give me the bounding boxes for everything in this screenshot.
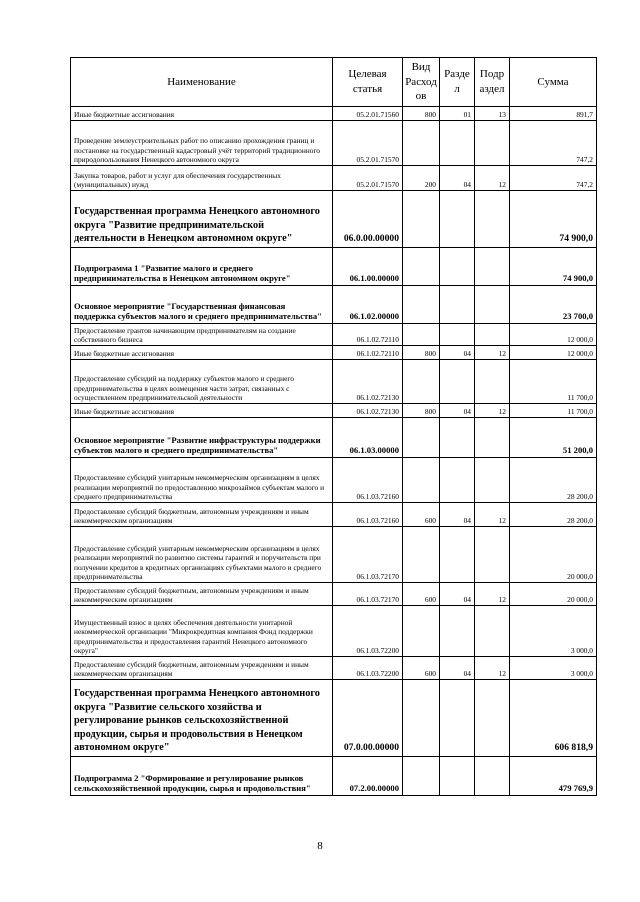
table-row (71, 286, 597, 324)
table-row (71, 360, 597, 404)
row-target-code: 06.1.02.72110 (333, 324, 403, 346)
row-sum: 11 700,0 (510, 404, 597, 418)
table-row (71, 606, 597, 657)
row-target-code: 06.1.03.72170 (333, 583, 403, 606)
row-subsection (475, 606, 510, 657)
header-target: Целевая статья (333, 58, 403, 107)
row-name: Иные бюджетные ассигнования (71, 107, 333, 121)
row-section: 01 (440, 107, 475, 121)
page-number: 8 (317, 840, 323, 852)
table-row (71, 418, 597, 458)
row-expense-kind: 800 (403, 107, 440, 121)
row-subsection (475, 458, 510, 503)
row-name: Имущественный взнос в целях обеспечения деятельности унитарной некоммерческой организации "Микрокредитная компания Фонд поддержки предпринимательства и предоставления гарантий Ненецкого автономного округа" (71, 606, 333, 657)
row-sum: 28 200,0 (510, 458, 597, 503)
row-subsection: 12 (475, 657, 510, 680)
table-row (71, 757, 597, 796)
header-subsection: Подр аздел (475, 58, 510, 107)
row-target-code: 05.2.01.71560 (333, 107, 403, 121)
row-sum: 12 000,0 (510, 324, 597, 346)
table-row (71, 248, 597, 286)
row-name: Подпрограмма 2 "Формирование и регулирование рынков сельскохозяйственной продукции, сырья и продовольствия" (71, 757, 333, 796)
row-section: 04 (440, 404, 475, 418)
row-section: 04 (440, 503, 475, 527)
row-sum: 74 900,0 (510, 191, 597, 248)
header-name: Наименование (71, 58, 333, 107)
row-subsection (475, 324, 510, 346)
row-sum: 891,7 (510, 107, 597, 121)
row-section (440, 606, 475, 657)
row-target-code: 06.1.03.00000 (333, 418, 403, 458)
table-row (71, 166, 597, 191)
row-sum: 74 900,0 (510, 248, 597, 286)
row-section (440, 418, 475, 458)
row-name: Закупка товаров, работ и услуг для обеспечения государственных (муниципальных) нужд (71, 166, 333, 191)
row-target-code: 07.0.00.00000 (333, 680, 403, 757)
row-section (440, 680, 475, 757)
row-name: Иные бюджетные ассигнования (71, 346, 333, 360)
row-target-code: 07.2.00.00000 (333, 757, 403, 796)
row-sum: 20 000,0 (510, 527, 597, 583)
row-subsection (475, 286, 510, 324)
row-sum: 3 000,0 (510, 657, 597, 680)
row-expense-kind (403, 324, 440, 346)
row-expense-kind (403, 527, 440, 583)
row-target-code: 06.1.03.72160 (333, 458, 403, 503)
row-target-code: 06.1.03.72170 (333, 527, 403, 583)
row-expense-kind (403, 606, 440, 657)
row-name: Основное мероприятие "Государственная финансовая поддержка субъектов малого и среднего предпринимательства" (71, 286, 333, 324)
row-target-code: 06.0.00.00000 (333, 191, 403, 248)
row-section (440, 527, 475, 583)
row-subsection (475, 248, 510, 286)
table-row (71, 346, 597, 360)
row-name: Предоставление субсидий унитарным некоммерческим организациям в целях реализации мероприятий по развитию системы гарантий и поручительств при получении кредитов в кредитных организациях субъектами малого и среднего предпринимательства (71, 527, 333, 583)
row-subsection: 13 (475, 107, 510, 121)
row-expense-kind (403, 458, 440, 503)
row-subsection (475, 121, 510, 166)
row-expense-kind (403, 191, 440, 248)
row-expense-kind (403, 248, 440, 286)
row-expense-kind: 600 (403, 583, 440, 606)
table-row (71, 527, 597, 583)
row-subsection: 12 (475, 404, 510, 418)
table-row (71, 191, 597, 248)
row-expense-kind (403, 418, 440, 458)
row-name: Государственная программа Ненецкого автономного округа "Развитие сельского хозяйства и регулирование рынков сельскохозяйственной продукции, сырья и продовольствия в Ненецком автономном округе" (71, 680, 333, 757)
budget-table (70, 57, 597, 796)
row-sum: 3 000,0 (510, 606, 597, 657)
row-target-code: 06.1.02.72130 (333, 404, 403, 418)
table-row (71, 458, 597, 503)
row-sum: 747,2 (510, 121, 597, 166)
table-row (71, 503, 597, 527)
row-expense-kind: 200 (403, 166, 440, 191)
row-expense-kind (403, 121, 440, 166)
row-name: Предоставление субсидий унитарным некоммерческим организациям в целях реализации мероприятий по предоставлению микрозаймов субъектам малого и среднего предпринимательства (71, 458, 333, 503)
row-name: Проведение землеустроительных работ по описанию прохождения границ и постановке на государственный кадастровый учёт территорий традиционного природопользования Ненецкого автономного округа (71, 121, 333, 166)
row-sum: 20 000,0 (510, 583, 597, 606)
row-name: Предоставление субсидий бюджетным, автономным учреждениям и иным некоммерческим организациям (71, 583, 333, 606)
row-target-code: 06.1.00.00000 (333, 248, 403, 286)
row-section (440, 248, 475, 286)
row-sum: 12 000,0 (510, 346, 597, 360)
row-target-code: 05.2.01.71570 (333, 166, 403, 191)
row-expense-kind: 600 (403, 657, 440, 680)
row-subsection (475, 360, 510, 404)
row-expense-kind: 800 (403, 346, 440, 360)
row-subsection: 12 (475, 503, 510, 527)
row-section: 04 (440, 346, 475, 360)
row-subsection (475, 418, 510, 458)
row-subsection (475, 680, 510, 757)
row-target-code: 05.2.01.71570 (333, 121, 403, 166)
table-row (71, 583, 597, 606)
table-row (71, 680, 597, 757)
row-expense-kind (403, 360, 440, 404)
header-section: Разде л (440, 58, 475, 107)
row-section: 04 (440, 166, 475, 191)
row-subsection (475, 757, 510, 796)
row-section (440, 121, 475, 166)
row-target-code: 06.1.02.72110 (333, 346, 403, 360)
row-name: Основное мероприятие "Развитие инфраструктуры поддержки субъектов малого и среднего предпринимательства" (71, 418, 333, 458)
row-target-code: 06.1.02.00000 (333, 286, 403, 324)
row-name: Предоставление субсидий бюджетным, автономным учреждениям и иным некоммерческим организациям (71, 503, 333, 527)
row-name: Предоставление субсидий бюджетным, автономным учреждениям и иным некоммерческим организациям (71, 657, 333, 680)
row-sum: 606 818,9 (510, 680, 597, 757)
row-name: Подпрограмма 1 "Развитие малого и среднего предпринимательства в Ненецком автономном округе" (71, 248, 333, 286)
row-name: Предоставление грантов начинающим предпринимателям на создание собственного бизнеса (71, 324, 333, 346)
row-name: Предоставление субсидий на поддержку субъектов малого и среднего предпринимательства в целях возмещения части затрат, связанных с осуществлением предпринимательской деятельности (71, 360, 333, 404)
row-subsection (475, 191, 510, 248)
row-section (440, 286, 475, 324)
row-expense-kind (403, 680, 440, 757)
row-name: Иные бюджетные ассигнования (71, 404, 333, 418)
row-section: 04 (440, 657, 475, 680)
row-expense-kind: 600 (403, 503, 440, 527)
row-sum: 23 700,0 (510, 286, 597, 324)
row-section (440, 757, 475, 796)
row-section (440, 191, 475, 248)
table-body (71, 107, 597, 796)
row-target-code: 06.1.03.72200 (333, 606, 403, 657)
row-expense-kind (403, 757, 440, 796)
row-sum: 28 200,0 (510, 503, 597, 527)
row-subsection: 12 (475, 583, 510, 606)
row-section (440, 458, 475, 503)
table-row (71, 107, 597, 121)
row-subsection: 12 (475, 166, 510, 191)
row-section: 04 (440, 583, 475, 606)
row-subsection (475, 527, 510, 583)
row-sum: 51 200,0 (510, 418, 597, 458)
row-expense-kind: 800 (403, 404, 440, 418)
row-sum: 747,2 (510, 166, 597, 191)
row-section (440, 360, 475, 404)
table-row (71, 324, 597, 346)
table-row (71, 121, 597, 166)
row-sum: 11 700,0 (510, 360, 597, 404)
row-name: Государственная программа Ненецкого автономного округа "Развитие предпринимательской деятельности в Ненецком автономном округе" (71, 191, 333, 248)
row-expense-kind (403, 286, 440, 324)
table-row (71, 657, 597, 680)
table-row (71, 404, 597, 418)
table-header-row (71, 58, 597, 107)
row-section (440, 324, 475, 346)
header-sum: Сумма (510, 58, 597, 107)
row-target-code: 06.1.03.72160 (333, 503, 403, 527)
row-target-code: 06.1.02.72130 (333, 360, 403, 404)
row-sum: 479 769,9 (510, 757, 597, 796)
header-kind: Вид Расход ов (403, 58, 440, 107)
row-target-code: 06.1.03.72200 (333, 657, 403, 680)
row-subsection: 12 (475, 346, 510, 360)
